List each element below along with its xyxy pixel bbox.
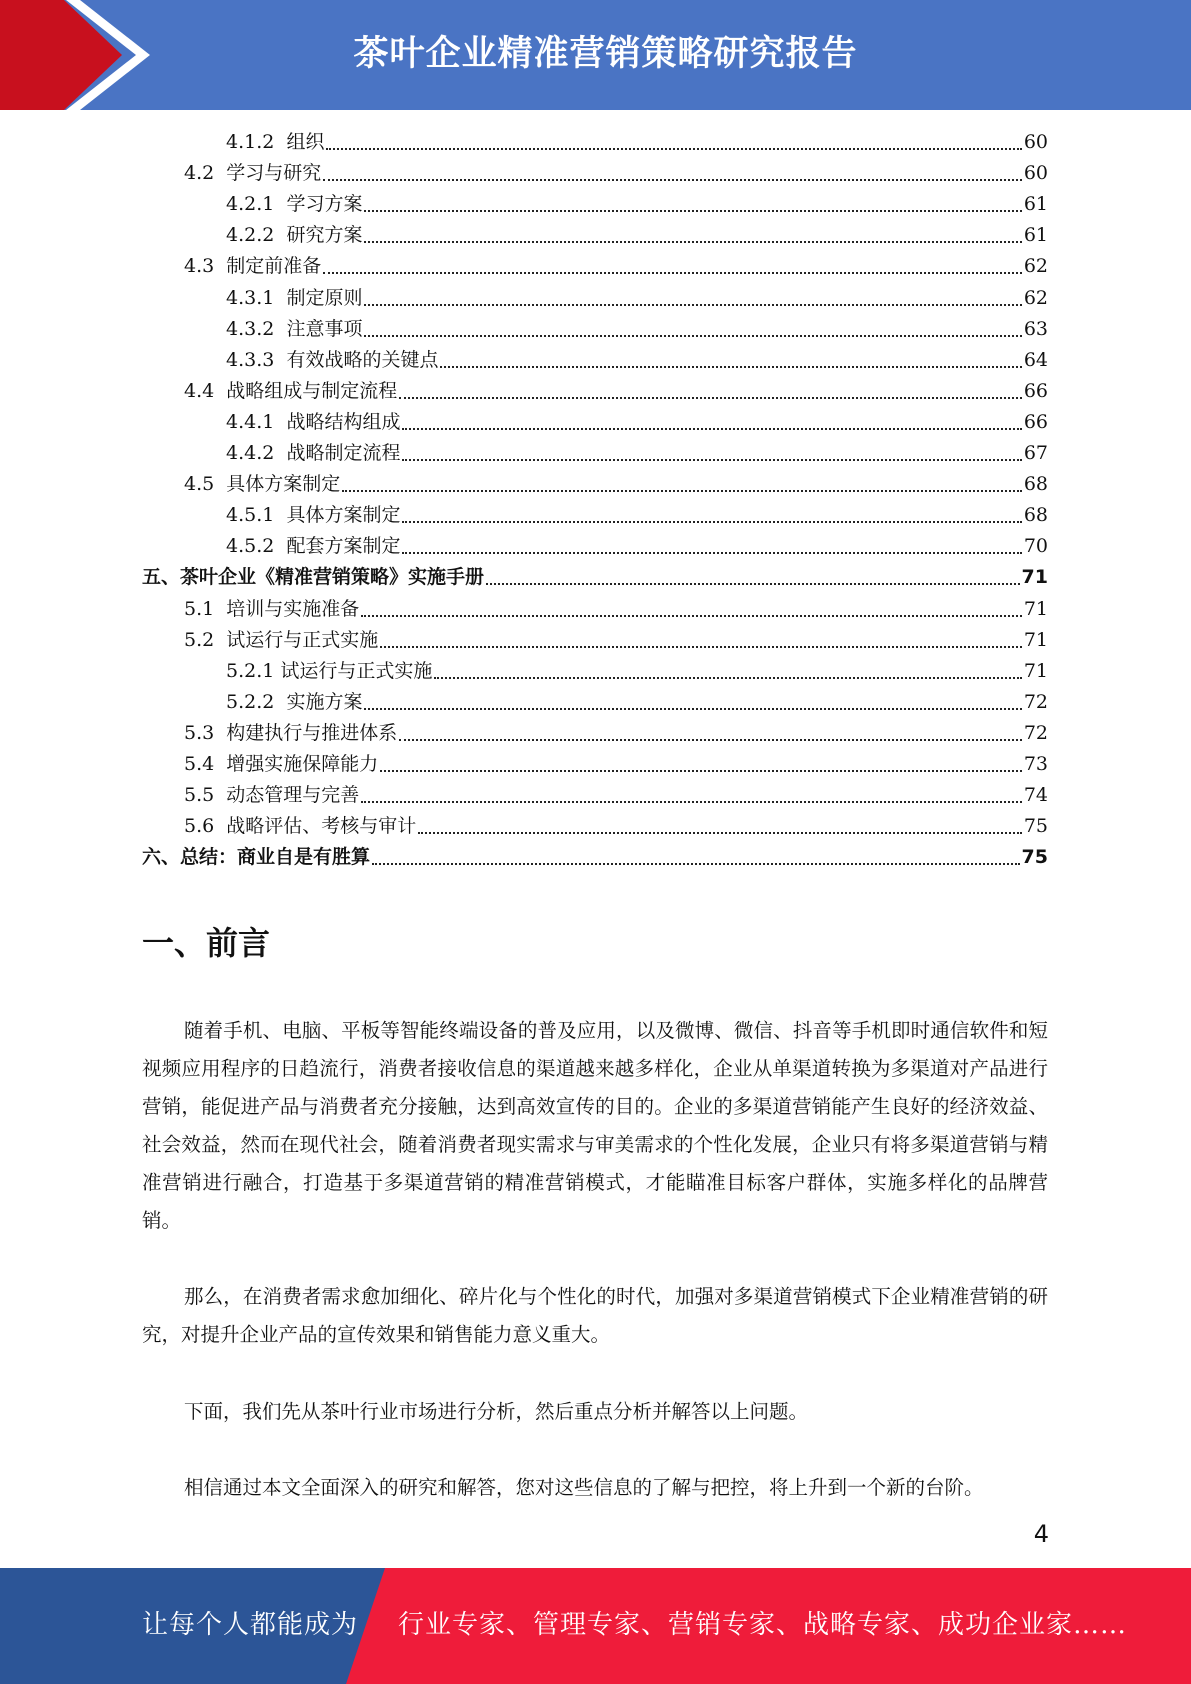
toc-dot-leader	[380, 770, 1022, 772]
toc-entry-page: 60	[1023, 131, 1048, 154]
toc-entry-number: 5.5	[184, 784, 227, 807]
toc-dot-leader	[440, 366, 1021, 368]
toc-entry-page: 71	[1023, 628, 1048, 651]
toc-dot-leader	[434, 677, 1021, 679]
toc-entry-title: 构建执行与推进体系	[226, 721, 398, 744]
toc-entry[interactable]	[142, 780, 1048, 811]
toc-dot-leader	[372, 863, 1020, 865]
toc-dot-leader	[326, 148, 1021, 150]
toc-entry-number: 4.4.1	[226, 410, 287, 433]
toc-entry[interactable]	[142, 376, 1048, 407]
toc-entry-number: 5.4	[184, 752, 227, 775]
toc-dot-leader	[364, 335, 1021, 337]
toc-entry-title: 制定原则	[286, 286, 363, 309]
toc-entry-title: 学习方案	[286, 193, 363, 216]
toc-dot-leader	[364, 708, 1021, 710]
toc-dot-leader	[418, 832, 1022, 834]
toc-dot-leader	[402, 459, 1021, 461]
paragraph-2: 那么，在消费者需求愈加细化、碎片化与个性化的时代，加强对多渠道营销模式下企业精准营销的研究，对提升企业产品的宣传效果和销售能力意义重大。	[142, 1285, 1048, 1346]
toc-entry[interactable]	[142, 687, 1048, 718]
toc-entry-page: 60	[1023, 162, 1048, 185]
toc-entry-title: 组织	[286, 131, 325, 154]
footer-slogan-right: 行业专家、管理专家、营销专家、战略专家、成功企业家……	[398, 1610, 1128, 1640]
toc-entry-number: 5.6	[184, 815, 227, 838]
toc-entry-title: 战略制定流程	[286, 442, 401, 465]
toc-entry-title: 具体方案制定	[286, 504, 401, 527]
toc-dot-leader	[364, 241, 1021, 243]
toc-entry-page: 74	[1023, 784, 1048, 807]
toc-entry[interactable]	[142, 158, 1048, 189]
toc-entry-title: 总结：商业自是有胜算	[180, 846, 371, 869]
toc-dot-leader	[361, 615, 1022, 617]
toc-entry-title: 实施方案	[286, 690, 363, 713]
toc-entry-number: 4.5.1	[226, 504, 287, 527]
toc-entry-page: 64	[1023, 348, 1048, 371]
toc-entry-title: 试运行与正式实施	[280, 659, 433, 682]
toc-entry-title: 增强实施保障能力	[226, 752, 379, 775]
toc-entry-title: 茶叶企业《精准营销策略》实施手册	[180, 566, 485, 589]
toc-entry-number: 4.3.1	[226, 286, 287, 309]
toc-entry[interactable]	[142, 500, 1048, 531]
toc-entry[interactable]	[142, 220, 1048, 251]
toc-entry-number: 4.2	[184, 162, 227, 185]
toc-dot-leader	[361, 801, 1022, 803]
toc-entry-title: 战略结构组成	[286, 410, 401, 433]
paragraph-3: 下面，我们先从茶叶行业市场进行分析，然后重点分析并解答以上问题。	[184, 1400, 809, 1423]
toc-entry[interactable]	[142, 438, 1048, 469]
toc-dot-leader	[402, 428, 1021, 430]
toc-entry-page: 62	[1023, 286, 1048, 309]
toc-dot-leader	[399, 739, 1022, 741]
toc-entry[interactable]	[142, 314, 1048, 345]
toc-dot-leader	[402, 552, 1021, 554]
toc-entry-page: 66	[1023, 379, 1048, 402]
toc-entry-page: 61	[1023, 224, 1048, 247]
toc-entry-page: 75	[1023, 815, 1048, 838]
toc-entry[interactable]	[142, 842, 1048, 873]
toc-entry[interactable]	[142, 625, 1048, 656]
toc-entry-number: 4.5	[184, 473, 227, 496]
toc-entry-number: 4.5.2	[226, 535, 287, 558]
toc-entry-title: 试运行与正式实施	[226, 628, 379, 651]
toc-entry-number: 4.1.2	[226, 131, 287, 154]
toc-entry[interactable]	[142, 127, 1048, 158]
toc-entry-page: 61	[1023, 193, 1048, 216]
toc-entry[interactable]	[142, 282, 1048, 313]
document-title: 茶叶企业精准营销策略研究报告	[353, 34, 858, 74]
table-of-contents	[142, 127, 1048, 873]
toc-entry[interactable]	[142, 407, 1048, 438]
toc-entry-number: 六、	[142, 846, 181, 869]
toc-entry-number: 4.3.2	[226, 317, 287, 340]
paragraph-1: 随着手机、电脑、平板等智能终端设备的普及应用，以及微博、微信、抖音等手机即时通信软件和短视频应用程序的日趋流行，消费者接收信息的渠道越来越多样化，企业从单渠道转换为多渠道对产品进行营销，能促进产品与消费者充分接触，达到高效宣传的目的。企业的多渠道营销能产生良好的经济效益、社会效益，然而在现代社会，随着消费者现实需求与审美需求的个性化发展，企业只有将多渠道营销与精准营销进行融合，打造基于多渠道营销的精准营销模式，才能瞄准目标客户群体，实施多样化的品牌营销。	[142, 1019, 1048, 1232]
section-heading: 一、前言	[142, 924, 271, 962]
toc-dot-leader	[364, 210, 1021, 212]
toc-entry-number: 5.3	[184, 721, 227, 744]
toc-entry-title: 具体方案制定	[226, 473, 341, 496]
toc-entry-title: 学习与研究	[226, 162, 322, 185]
toc-dot-leader	[342, 490, 1022, 492]
toc-entry-page: 66	[1023, 410, 1048, 433]
toc-entry-title: 动态管理与完善	[226, 784, 360, 807]
toc-dot-leader	[380, 646, 1022, 648]
toc-entry-title: 注意事项	[286, 317, 363, 340]
toc-entry-number: 4.2.2	[226, 224, 287, 247]
toc-entry-page: 71	[1023, 659, 1048, 682]
toc-entry[interactable]	[142, 562, 1048, 593]
toc-entry-number: 5.2.2	[226, 690, 287, 713]
footer-banner	[0, 1568, 1191, 1684]
toc-dot-leader	[399, 397, 1022, 399]
toc-entry-number: 5.2	[184, 628, 227, 651]
toc-entry-number: 4.2.1	[226, 193, 287, 216]
toc-entry-title: 培训与实施准备	[226, 597, 360, 620]
toc-entry[interactable]	[142, 749, 1048, 780]
toc-entry-page: 72	[1023, 690, 1048, 713]
toc-entry[interactable]	[142, 345, 1048, 376]
toc-entry-number: 4.4	[184, 379, 227, 402]
toc-entry[interactable]	[142, 718, 1048, 749]
toc-dot-leader	[323, 272, 1022, 274]
paragraph-4: 相信通过本文全面深入的研究和解答，您对这些信息的了解与把控，将上升到一个新的台阶。	[184, 1476, 984, 1499]
toc-entry-page: 70	[1023, 535, 1048, 558]
toc-entry-page: 71	[1021, 566, 1048, 589]
toc-dot-leader	[323, 179, 1022, 181]
toc-entry[interactable]	[142, 593, 1048, 624]
toc-entry-number: 4.3	[184, 255, 227, 278]
page-number: 4	[1033, 1520, 1049, 1548]
toc-entry[interactable]	[142, 656, 1048, 687]
toc-entry-page: 68	[1023, 504, 1048, 527]
toc-entry-number: 5.1	[184, 597, 227, 620]
header-banner	[0, 0, 1191, 110]
toc-entry[interactable]	[142, 469, 1048, 500]
toc-entry-title: 制定前准备	[226, 255, 322, 278]
toc-entry-number: 4.3.3	[226, 348, 287, 371]
footer-slogan-left: 让每个人都能成为	[142, 1610, 359, 1640]
toc-entry-page: 71	[1023, 597, 1048, 620]
toc-entry[interactable]	[142, 189, 1048, 220]
toc-entry-page: 75	[1021, 846, 1048, 869]
toc-entry-title: 战略组成与制定流程	[226, 379, 398, 402]
toc-entry-page: 73	[1023, 752, 1048, 775]
toc-entry-title: 研究方案	[286, 224, 363, 247]
toc-entry[interactable]	[142, 531, 1048, 562]
toc-entry[interactable]	[142, 811, 1048, 842]
toc-entry-number: 4.4.2	[226, 442, 287, 465]
toc-entry[interactable]	[142, 251, 1048, 282]
toc-entry-page: 68	[1023, 473, 1048, 496]
toc-entry-page: 62	[1023, 255, 1048, 278]
toc-dot-leader	[364, 304, 1021, 306]
toc-dot-leader	[486, 583, 1020, 585]
toc-entry-page: 67	[1023, 442, 1048, 465]
toc-dot-leader	[402, 521, 1021, 523]
toc-entry-page: 63	[1023, 317, 1048, 340]
toc-entry-number: 五、	[142, 566, 181, 589]
toc-entry-page: 72	[1023, 721, 1048, 744]
toc-entry-title: 战略评估、考核与审计	[226, 815, 417, 838]
toc-entry-title: 配套方案制定	[286, 535, 401, 558]
toc-entry-title: 有效战略的关键点	[286, 348, 439, 371]
toc-entry-number: 5.2.1	[226, 659, 281, 682]
